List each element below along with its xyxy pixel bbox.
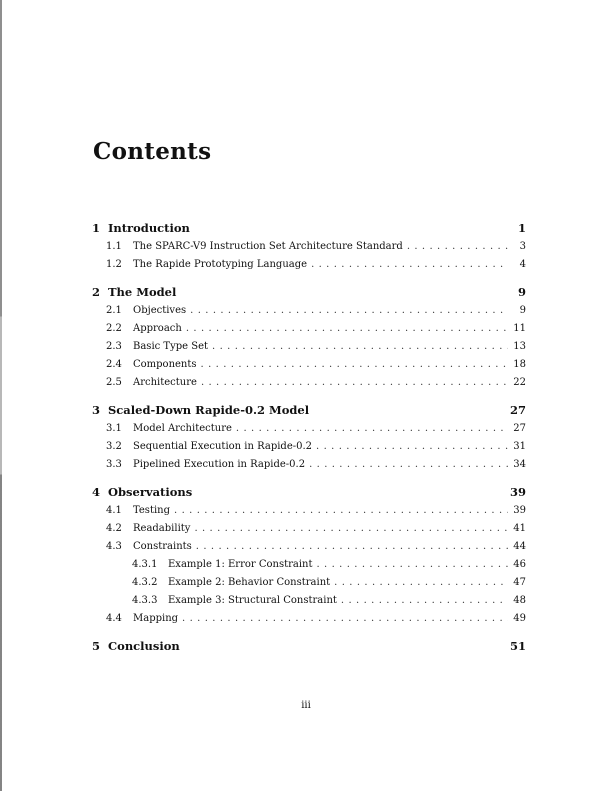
section-number: 3 bbox=[92, 403, 101, 417]
page-number: 9 bbox=[519, 305, 526, 316]
subsection-title: Constraints bbox=[133, 541, 192, 552]
toc-entry[interactable] bbox=[92, 338, 526, 356]
page-number: 51 bbox=[509, 639, 526, 653]
toc-entry[interactable] bbox=[92, 592, 526, 610]
subsection-number: 2.1 bbox=[106, 305, 122, 316]
toc-entry[interactable] bbox=[92, 302, 526, 320]
toc-entry[interactable] bbox=[92, 282, 526, 302]
subsection-title: Basic Type Set bbox=[133, 341, 209, 352]
section-number: 5 bbox=[92, 639, 101, 653]
subsubsection-title: Example 3: Structural Constraint bbox=[168, 595, 337, 606]
dot-leader bbox=[316, 438, 508, 456]
subsection-number: 4.4 bbox=[106, 613, 122, 624]
dot-leader bbox=[196, 538, 508, 556]
page-number: 46 bbox=[513, 559, 526, 570]
subsubsection-number: 4.3.3 bbox=[132, 595, 158, 606]
subsection-number: 2.4 bbox=[106, 359, 122, 370]
section-title: Observations bbox=[108, 485, 193, 499]
subsection-number: 4.1 bbox=[106, 505, 122, 516]
toc-entry[interactable] bbox=[92, 256, 526, 274]
dot-leader bbox=[311, 256, 508, 274]
dot-leader bbox=[201, 374, 508, 392]
dot-leader bbox=[190, 302, 508, 320]
page-number: 27 bbox=[513, 423, 526, 434]
subsection-title: Architecture bbox=[133, 377, 197, 388]
subsection-title: Testing bbox=[133, 505, 171, 516]
page-number: 34 bbox=[513, 459, 526, 470]
dot-leader bbox=[201, 356, 508, 374]
section-number: 4 bbox=[92, 485, 101, 499]
dot-leader bbox=[334, 574, 508, 592]
subsection-title: Components bbox=[133, 359, 197, 370]
page-number: 44 bbox=[513, 541, 526, 552]
subsection-title: Pipelined Execution in Rapide-0.2 bbox=[133, 459, 306, 470]
toc-section-2 bbox=[92, 282, 526, 392]
subsection-number: 4.2 bbox=[106, 523, 122, 534]
subsection-title: The SPARC-V9 Instruction Set Architecture Standard bbox=[133, 241, 403, 252]
toc-section-5 bbox=[92, 636, 526, 656]
scan-edge-line bbox=[0, 0, 2, 791]
footer-page-number: iii bbox=[301, 700, 311, 711]
toc-entry[interactable] bbox=[92, 456, 526, 474]
section-title: The Model bbox=[108, 285, 177, 299]
section-number: 2 bbox=[92, 285, 101, 299]
subsection-number: 2.5 bbox=[106, 377, 122, 388]
page-number: 9 bbox=[517, 285, 526, 299]
page-number: 11 bbox=[513, 323, 526, 334]
page-number: 22 bbox=[513, 377, 526, 388]
dot-leader bbox=[194, 520, 508, 538]
toc-entry[interactable] bbox=[92, 356, 526, 374]
toc-entry[interactable] bbox=[92, 438, 526, 456]
toc-section-4 bbox=[92, 482, 526, 628]
subsection-title: Approach bbox=[133, 323, 182, 334]
page-number: 4 bbox=[519, 259, 526, 270]
toc-entry[interactable] bbox=[92, 610, 526, 628]
dot-leader bbox=[317, 556, 509, 574]
subsection-title: Readability bbox=[133, 523, 191, 534]
page-number: 13 bbox=[513, 341, 526, 352]
toc-entry[interactable] bbox=[92, 482, 526, 502]
subsubsection-number: 4.3.2 bbox=[132, 577, 158, 588]
subsubsection-title: Example 2: Behavior Constraint bbox=[168, 577, 331, 588]
subsection-number: 3.3 bbox=[106, 459, 122, 470]
page-title: Contents bbox=[93, 138, 212, 165]
dot-leader bbox=[407, 238, 508, 256]
page-number: 3 bbox=[519, 241, 526, 252]
subsection-number: 4.3 bbox=[106, 541, 122, 552]
toc-entry[interactable] bbox=[92, 538, 526, 556]
subsection-number: 3.2 bbox=[106, 441, 122, 452]
dot-leader bbox=[309, 456, 508, 474]
dot-leader bbox=[341, 592, 508, 610]
section-title: Introduction bbox=[108, 221, 190, 235]
page-number: 39 bbox=[513, 505, 526, 516]
dot-leader bbox=[182, 610, 508, 628]
toc-entry[interactable] bbox=[92, 574, 526, 592]
toc-entry[interactable] bbox=[92, 238, 526, 256]
page-number: 47 bbox=[513, 577, 526, 588]
subsection-number: 3.1 bbox=[106, 423, 122, 434]
subsubsection-number: 4.3.1 bbox=[132, 559, 158, 570]
toc-entry[interactable] bbox=[92, 636, 526, 656]
subsection-number: 1.1 bbox=[106, 241, 122, 252]
section-number: 1 bbox=[92, 221, 101, 235]
toc-entry[interactable] bbox=[92, 320, 526, 338]
subsection-title: Model Architecture bbox=[133, 423, 232, 434]
subsection-title: Sequential Execution in Rapide-0.2 bbox=[133, 441, 313, 452]
dot-leader bbox=[186, 320, 508, 338]
toc-entry[interactable] bbox=[92, 520, 526, 538]
subsection-title: The Rapide Prototyping Language bbox=[133, 259, 308, 270]
subsection-number: 1.2 bbox=[106, 259, 122, 270]
toc-section-1 bbox=[92, 218, 526, 274]
dot-leader bbox=[212, 338, 508, 356]
toc-entry[interactable] bbox=[92, 420, 526, 438]
toc-entry[interactable] bbox=[92, 400, 526, 420]
page-number: 18 bbox=[513, 359, 526, 370]
page-number: 39 bbox=[509, 485, 526, 499]
dot-leader bbox=[236, 420, 508, 438]
toc-section-3 bbox=[92, 400, 526, 474]
subsection-title: Mapping bbox=[133, 613, 179, 624]
toc-entry[interactable] bbox=[92, 218, 526, 238]
section-title: Conclusion bbox=[108, 639, 180, 653]
subsection-number: 2.2 bbox=[106, 323, 122, 334]
subsection-title: Objectives bbox=[133, 305, 187, 316]
page-number: 27 bbox=[509, 403, 526, 417]
page-number: 48 bbox=[513, 595, 526, 606]
page-number: 31 bbox=[513, 441, 526, 452]
toc-entry[interactable] bbox=[92, 556, 526, 574]
page-number: 49 bbox=[513, 613, 526, 624]
subsubsection-title: Example 1: Error Constraint bbox=[168, 559, 313, 570]
page-number: 41 bbox=[513, 523, 526, 534]
dot-leader bbox=[174, 502, 508, 520]
toc-entry[interactable] bbox=[92, 374, 526, 392]
toc-entry[interactable] bbox=[92, 502, 526, 520]
page-number: 1 bbox=[517, 221, 526, 235]
subsection-number: 2.3 bbox=[106, 341, 122, 352]
table-of-contents bbox=[92, 218, 526, 664]
section-title: Scaled-Down Rapide-0.2 Model bbox=[108, 403, 310, 417]
